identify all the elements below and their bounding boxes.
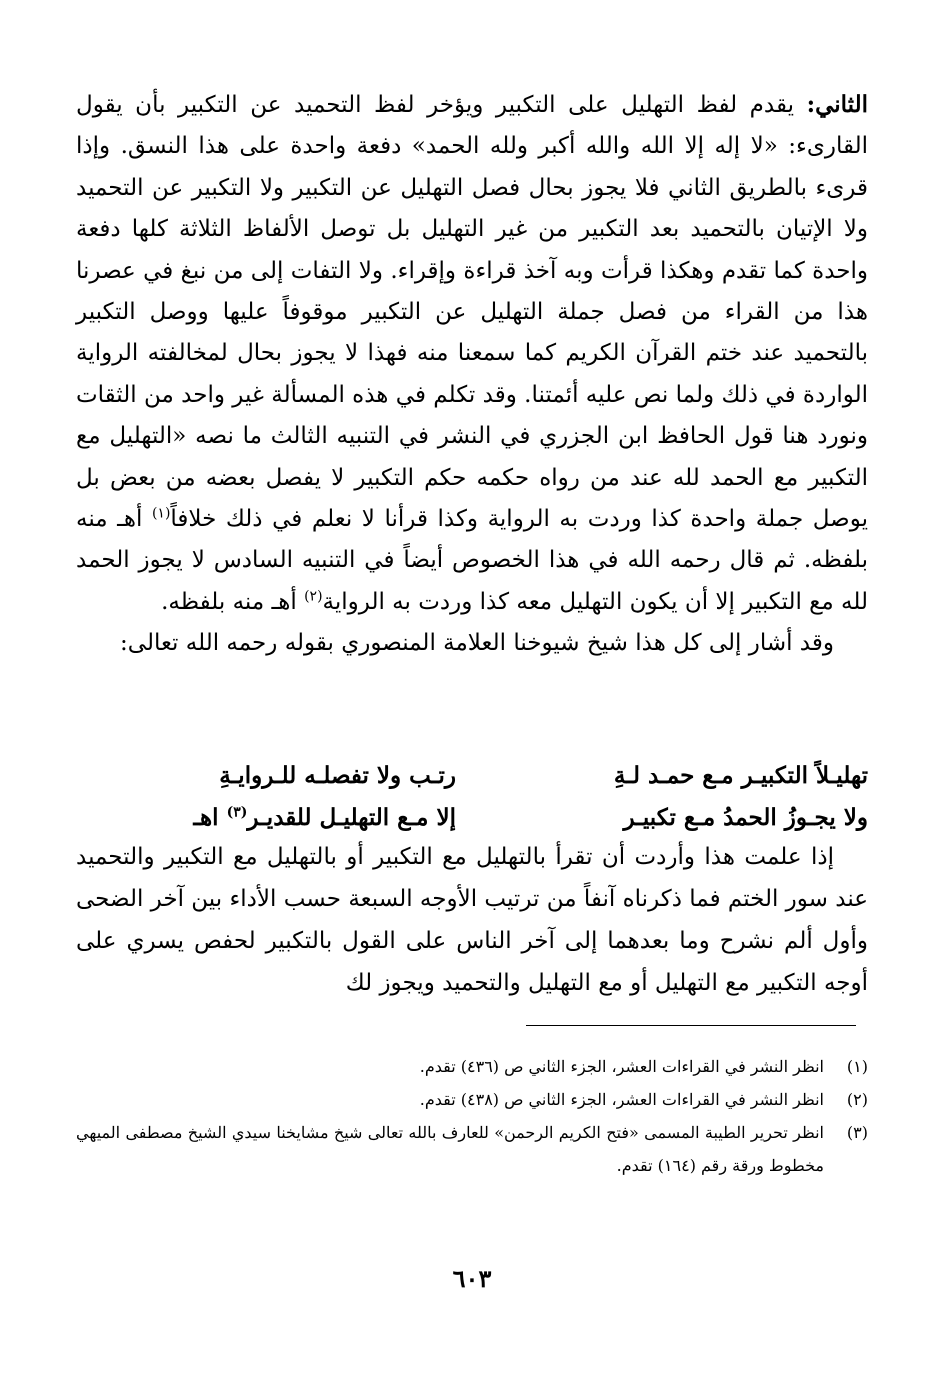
footnote-number: (٢)	[846, 1090, 868, 1109]
verse-2-second-hemistich	[76, 797, 456, 839]
footnote-ref-1: (١)	[151, 505, 171, 522]
verse-1-first-hemistich: تهليـلاً التكبيـر مـع حمـد لـةِ	[613, 762, 868, 789]
lead-word: الثاني:	[806, 91, 868, 118]
paragraph-1-text-b: أهـ منه بلفظه. ثم قال رحمه الله في هذا الخصوص أيضاً في التنبيه السادس لا يجوز الحمد لله مع التكبير إلا أن يكون التهليل معه كذا وردت به الرواية	[76, 506, 868, 615]
paragraph-3: إذا علمت هذا وأردت أن تقرأ بالتهليل مع التكبير أو بالتهليل مع التكبير والتحميد عند سور الختم فما ذكرناه آنفاً من ترتيب الأوجه السبعة حسب الأداء بين آخر الضحى وأول ألم نشرح وما بعدهما إلى آخر الناس على القول بالتكبير لحفص يسري على أوجه التكبير مع التهليل أو مع التهليل والتحميد ويجوز لك	[76, 844, 868, 996]
footnote-text: انظر النشر في القراءات العشر، الجزء الثاني ص (٤٣٨) تقدم.	[419, 1090, 824, 1109]
paragraph-1-text-c: أهـ منه بلفظه.	[161, 588, 305, 615]
page-number: ٦٠٣	[452, 1264, 492, 1293]
footnote-item	[76, 1050, 868, 1083]
verse-2-second-text: إلا مـع التهليـل للقديـر	[247, 804, 456, 831]
footnote-ref-2: (٢)	[304, 588, 323, 605]
footnote-text: انظر تحرير الطيبة المسمى «فتح الكريم الرحمن» للعارف بالله تعالى شيخ مشايخنا سيدي الشيخ مصطفى الميهي مخطوط ورقة رقم (١٦٤) تقدم.	[76, 1123, 824, 1175]
footnote-item	[76, 1116, 868, 1182]
main-text	[76, 84, 868, 665]
footnote-ref-3: (٣)	[226, 804, 248, 821]
verse-2-first-hemistich: ولا يجـوزُ الحمدُ مـع تكبيـر	[623, 804, 868, 831]
footnote-text: انظر النشر في القراءات العشر، الجزء الثاني ص (٤٣٦) تقدم.	[419, 1057, 824, 1076]
footnote-number: (٣)	[846, 1123, 868, 1142]
verse-row	[76, 755, 868, 797]
paragraph-1	[76, 84, 868, 623]
paragraph-1-text: يقدم لفظ التهليل على التكبير ويؤخر لفظ التحميد عن التكبير بأن يقول القارىء: «لا إله إلا الله والله أكبر ولله الحمد» دفعة واحدة على هذا النسق. وإذا قرىء بالطريق الثاني فلا يجوز بحال فصل التهليل عن التكبير ولا التكبير عن التحميد ولا الإتيان بالتحميد بعد التكبير من غير التهليل بل توصل الألفاظ الثلاثة كلها دفعة واحدة كما تقدم وهكذا قرأت وبه آخذ قراءة وإقراء. ولا التفات إلى من نبغ في عصرنا هذا من القراء من فصل جملة التهليل عن التكبير موقوفاً عليها ووصل التكبير بالتحميد عند ختم القرآن الكريم كما سمعنا منه فهذا لا يجوز بحال لمخالفته الرواية الواردة في ذلك ولما نص عليه أئمتنا. وقد تكلم في هذه المسألة غير واحد من الثقات ونورد هنا قول الحافظ ابن الجزري في النشر في التنبيه الثالث ما نصه «التهليل مع التكبير مع الحمد لله عند من رواه حكمه حكم التكبير لا يفصل بعضه من بعض بل يوصل جملة واحدة كذا وردت به الرواية وكذا قرأنا لا نعلم في ذلك خلافاً	[76, 92, 868, 533]
paragraph-2: وقد أشار إلى كل هذا شيخ شيوخنا العلامة المنصوري بقوله رحمه الله تعالى:	[120, 630, 834, 657]
footnote-item	[76, 1083, 868, 1116]
verse-1-second-hemistich: رتـب ولا تفصلـه للـروايـةِ	[219, 762, 456, 789]
main-text-continued	[76, 836, 868, 1004]
footnotes	[76, 1050, 868, 1182]
poem-verses	[76, 755, 868, 839]
verse-row	[76, 797, 868, 839]
footnote-number: (١)	[846, 1057, 868, 1076]
verse-2-tail: اهـ	[193, 804, 227, 831]
footnote-separator	[526, 1025, 856, 1026]
